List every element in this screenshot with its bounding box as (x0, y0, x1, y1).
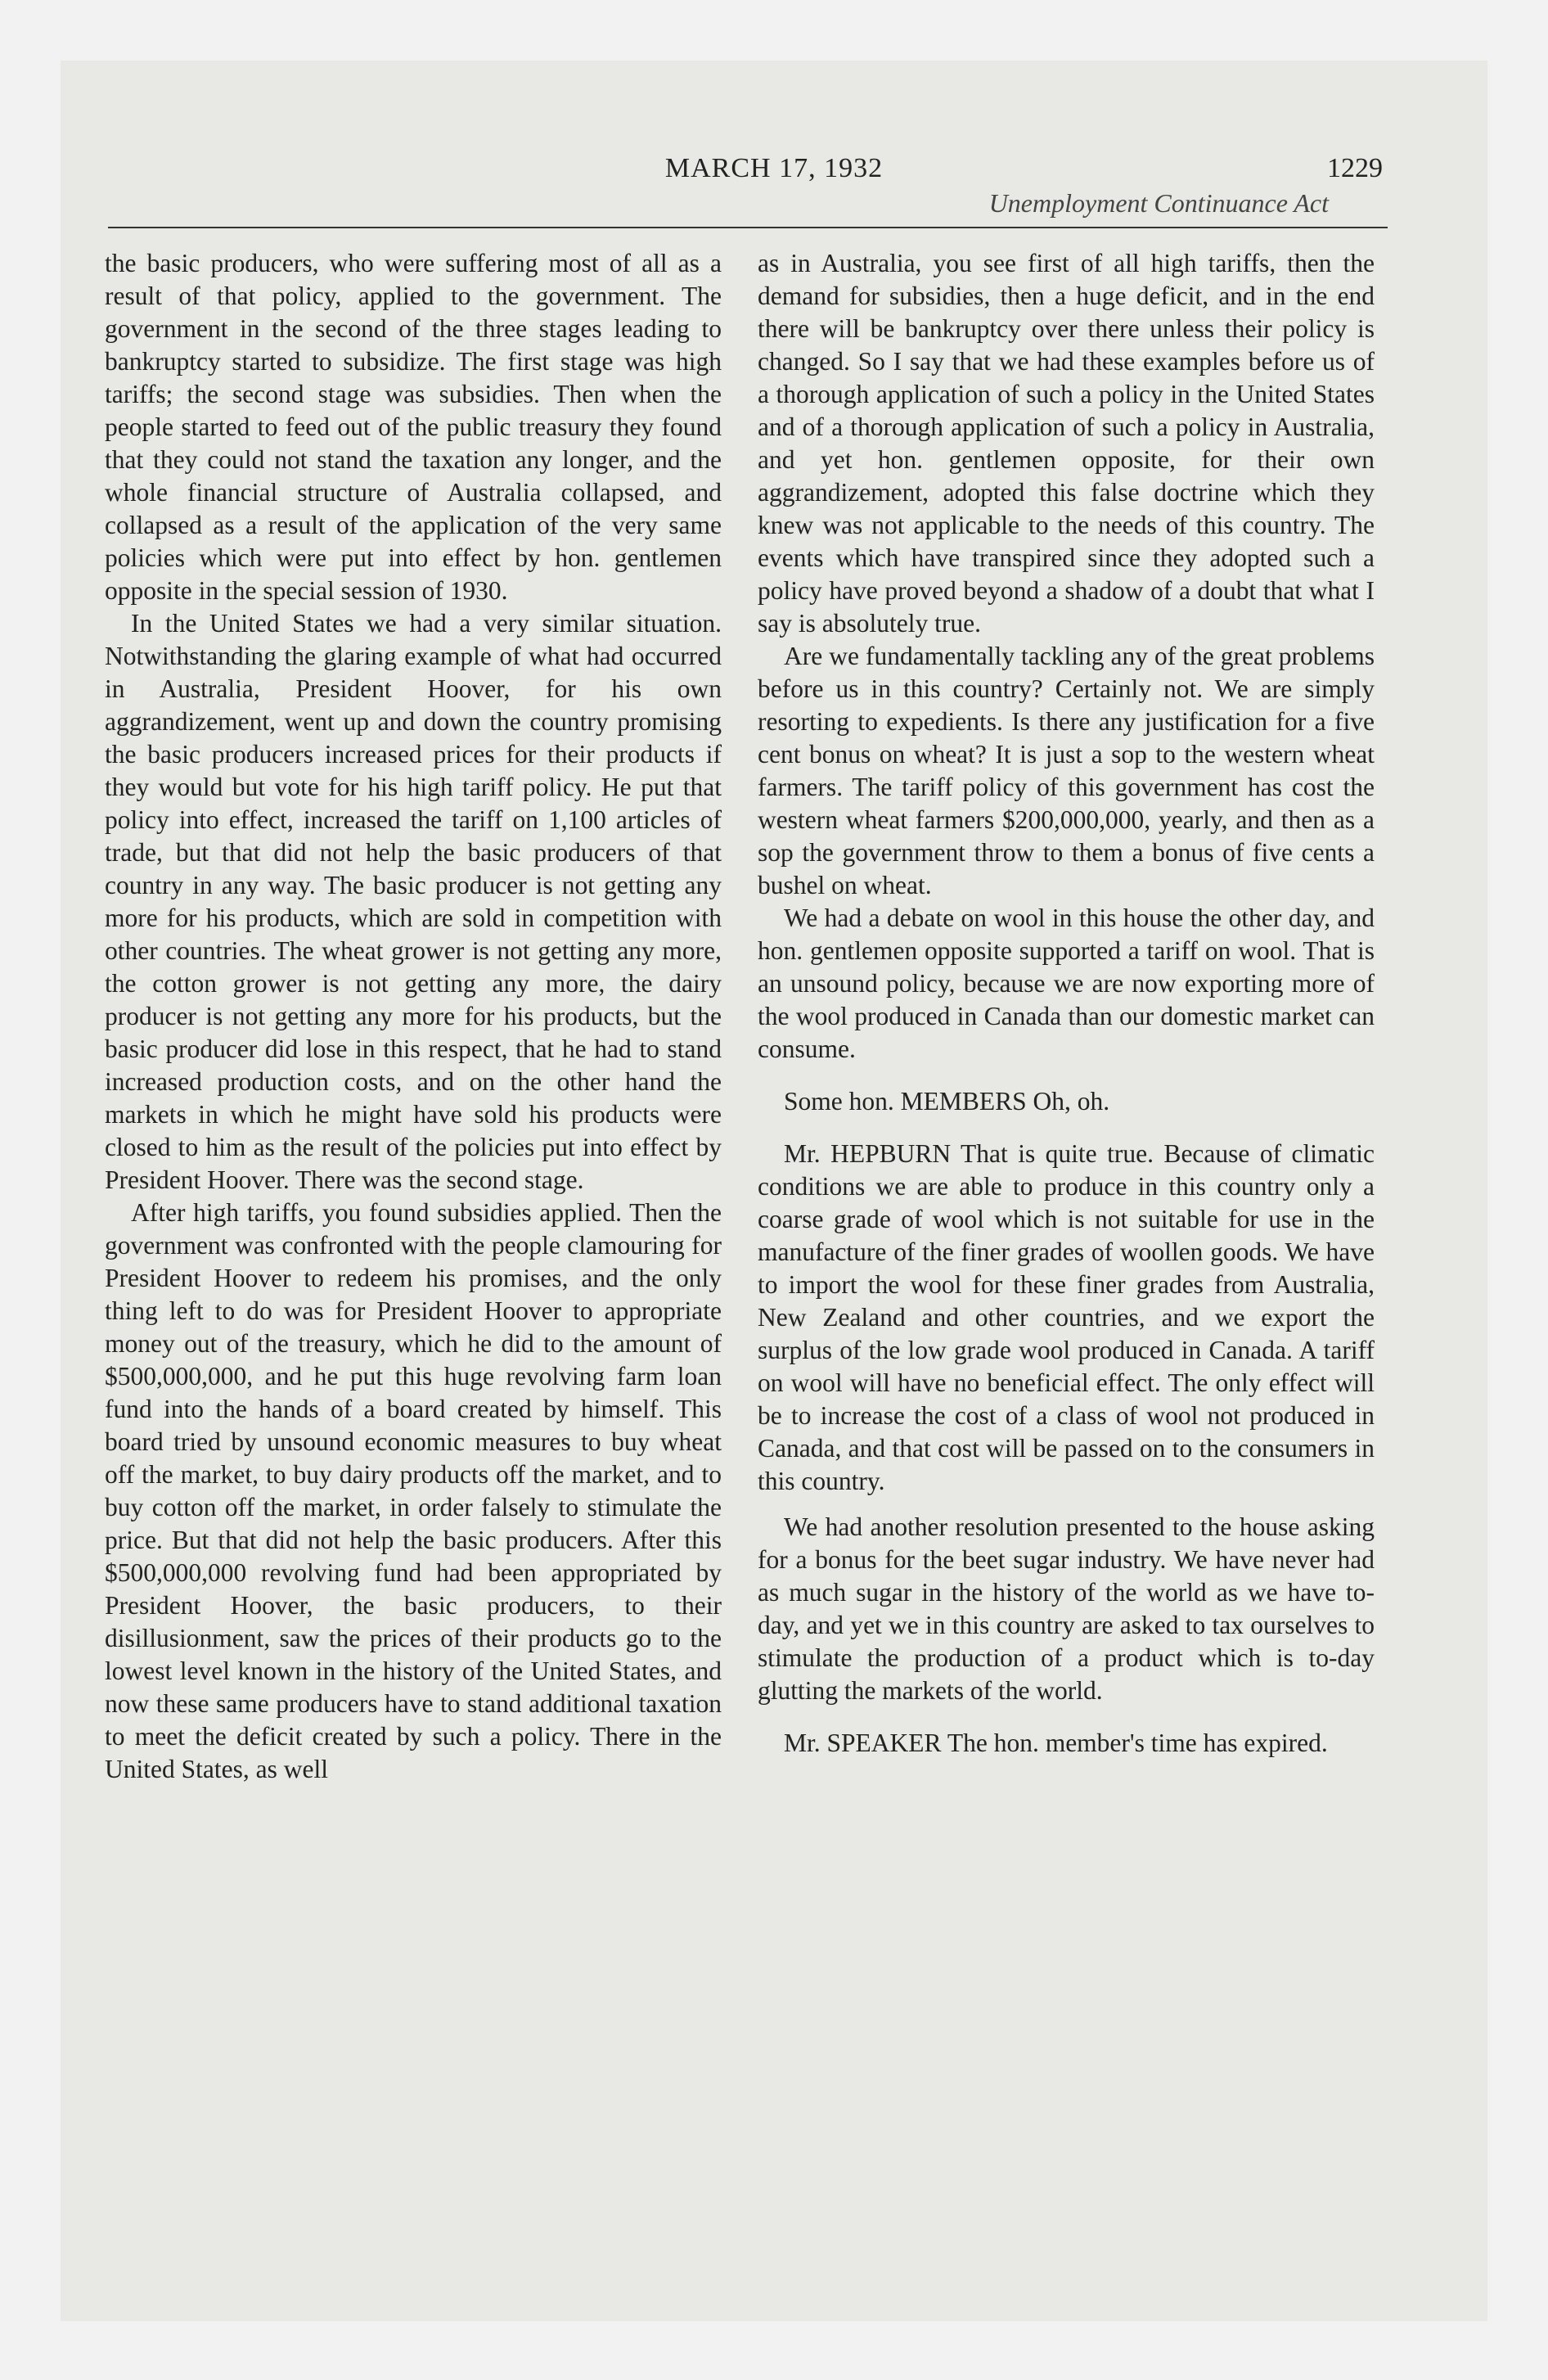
right-column (758, 247, 1375, 1763)
page-number: 1229 (1327, 153, 1383, 183)
right-paragraph-3: We had a debate on wool in this house the other day, and hon. gentlemen opposite supported a tariff on wool. That is an unsound policy, because we are now exporting more of the wool produced in Canada than our domestic market can consume. (758, 904, 1375, 1063)
left-paragraph-2: In the United States we had a very similar situation. Notwithstanding the glaring example of what had occurred in Australia, President Hoover, for his own aggrandizement, went up and down the country promising the basic producers increased prices for their products if they would but vote for his high tariff policy. He put that policy into effect, increased the tariff on 1,100 articles of trade, but that did not help the basic producers of that country in any way. The basic producer is not getting any more for his products, which are sold in competition with other countries. The wheat grower is not getting any more, the cotton grower is not getting any more, the dairy producer is not getting any more for his products, but the basic producer did lose in this respect, that he had to stand increased production costs, and on the other hand the markets in which he might have sold his products were closed to him as the result of the policies put into effect by President Hoover. There was the second stage. (105, 609, 722, 1194)
speaker-interjection-members: Some hon. MEMBERS Oh, oh. (784, 1087, 1110, 1116)
header-subtitle: Unemployment Continuance Act (988, 188, 1329, 218)
speaker-mr-speaker: Mr. SPEAKER The hon. member's time has expired. (784, 1729, 1328, 1757)
header-date: MARCH 17, 1932 (664, 153, 884, 183)
right-paragraph-2: Are we fundamentally tackling any of the great problems before us in this country? Certainly not. We are simply resorting to expedients. Is there any justification for a five cent bonus on wheat? It is just a sop to the western wheat farmers. The tariff policy of this government has cost the western wheat farmers $200,000,000, yearly, and then as a sop the government throw to them a bonus of five cents a bushel on wheat. (758, 642, 1375, 899)
document-page (61, 61, 1487, 2321)
left-paragraph-3: After high tariffs, you found subsidies applied. Then the government was confronted with the people clamouring for President Hoover to redeem his promises, and the only thing left to do was for President Hoover to appropriate money out of the treasury, which he did to the amount of $500,000,000, and he put this huge revolving farm loan fund into the hands of a board created by himself. This board tried by unsound economic measures to buy wheat off the market, to buy dairy products off the market, and to buy cotton off the market, in order falsely to stimulate the price. But that did not help the basic producers. After this $500,000,000 revolving fund had been appropriated by President Hoover, the basic producers, to their disillusionment, saw the prices of their products go to the lowest level known in the history of the United States, and now these same producers have to stand additional taxation to meet the deficit created by such a policy. There in the United States, as well (105, 1198, 722, 1783)
header-divider (108, 227, 1388, 228)
right-paragraph-6: We had another resolution presented to the house asking for a bonus for the beet sugar industry. We have never had as much sugar in the history of the world as we have to-day, and yet we in this country are asked to tax ourselves to stimulate the production of a product which is to-day glutting the markets of the world. (758, 1512, 1375, 1705)
right-paragraph-1: as in Australia, you see first of all high tariffs, then the demand for subsidies, then a huge deficit, and in the end there will be bankruptcy over there unless their policy is changed. So I say that we had these examples before us of a thorough application of such a policy in the United States and of a thorough application of such a policy in Australia, and yet hon. gentlemen opposite, for their own aggrandizement, adopted this false doctrine which they knew was not applicable to the needs of this country. The events which have transpired since they adopted such a policy have proved beyond a shadow of a doubt that what I say is absolutely true. (758, 249, 1375, 638)
speaker-hepburn: Mr. HEPBURN That is quite true. Because of climatic conditions we are able to produce in this country only a coarse grade of wool which is not suitable for use in the manufacture of the finer grades of woollen goods. We have to import the wool for these finer grades from Australia, New Zealand and other countries, and we export the surplus of the low grade wool produced in Canada. A tariff on wool will have no beneficial effect. The only effect will be to increase the cost of a class of wool not produced in Canada, and that cost will be passed on to the consumers in this country. (758, 1139, 1375, 1495)
left-paragraph-1: the basic producers, who were suffering most of all as a result of that policy, applied to the government. The government in the second of the three stages leading to bankruptcy started to subsidize. The first stage was high tariffs; the second stage was subsidies. Then when the people started to feed out of the public treasury they found that they could not stand the taxation any longer, and the whole financial structure of Australia collapsed, and collapsed as a result of the application of the very same policies which were put into effect by hon. gentlemen opposite in the special session of 1930. (105, 249, 722, 605)
left-column (105, 247, 722, 1786)
